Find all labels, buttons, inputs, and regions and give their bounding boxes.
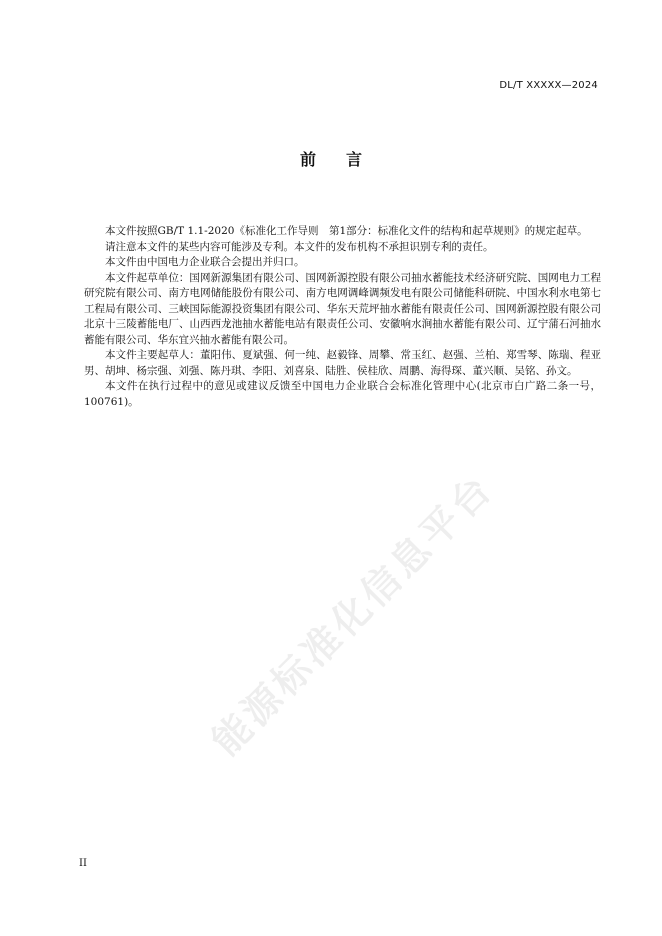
page-title: 前言 xyxy=(299,150,392,169)
paragraph-drafting-units: 本文件起草单位：国网新源集团有限公司、国网新源控股有限公司抽水蓄能技术经济研究院、国网电力工程研究院有限公司、南方电网储能股份有限公司、南方电网调峰调频发电有限公司储能科研院、中国水利水电第七工程局有限公司、三峡国际能源投资集团有限公司、华东天荒坪抽水蓄能有限责任公司、国网新源控股有限公司北京十三陵蓄能电厂、山西西龙池抽水蓄能电站有限责任公司、安徽响水涧抽水蓄能有限公司、辽宁蒲石河抽水蓄能有限公司、华东宜兴抽水蓄能有限公司。 xyxy=(84,271,601,346)
foreword-body xyxy=(84,224,601,410)
paragraph-drafting-rules: 本文件按照GB/T 1.1-2020《标准化工作导则 第1部分：标准化文件的结构和起草规则》的规定起草。 xyxy=(105,225,588,237)
page-number: II xyxy=(79,858,87,869)
paragraph-proposer: 本文件由中国电力企业联合会提出并归口。 xyxy=(105,256,305,268)
paragraph-feedback: 本文件在执行过程中的意见或建议反馈至中国电力企业联合会标准化管理中心(北京市白广路二条一号，100761)。 xyxy=(84,380,601,408)
document-code: DL/T XXXXX—2024 xyxy=(499,80,598,91)
watermark: 能源标准化信息平台 xyxy=(203,465,502,764)
paragraph-patent-notice: 请注意本文件的某些内容可能涉及专利。本文件的发布机构不承担识别专利的责任。 xyxy=(105,240,494,253)
paragraph-drafters: 本文件主要起草人：董阳伟、夏斌强、何一纯、赵毅锋、周攀、常玉红、赵强、兰柏、郑雪琴、陈瑞、程亚男、胡坤、杨宗强、刘强、陈丹琪、李阳、刘喜泉、陆胜、侯桂欣、周鹏、海得琛、董兴顺、吴铭、孙文。 xyxy=(84,349,601,377)
